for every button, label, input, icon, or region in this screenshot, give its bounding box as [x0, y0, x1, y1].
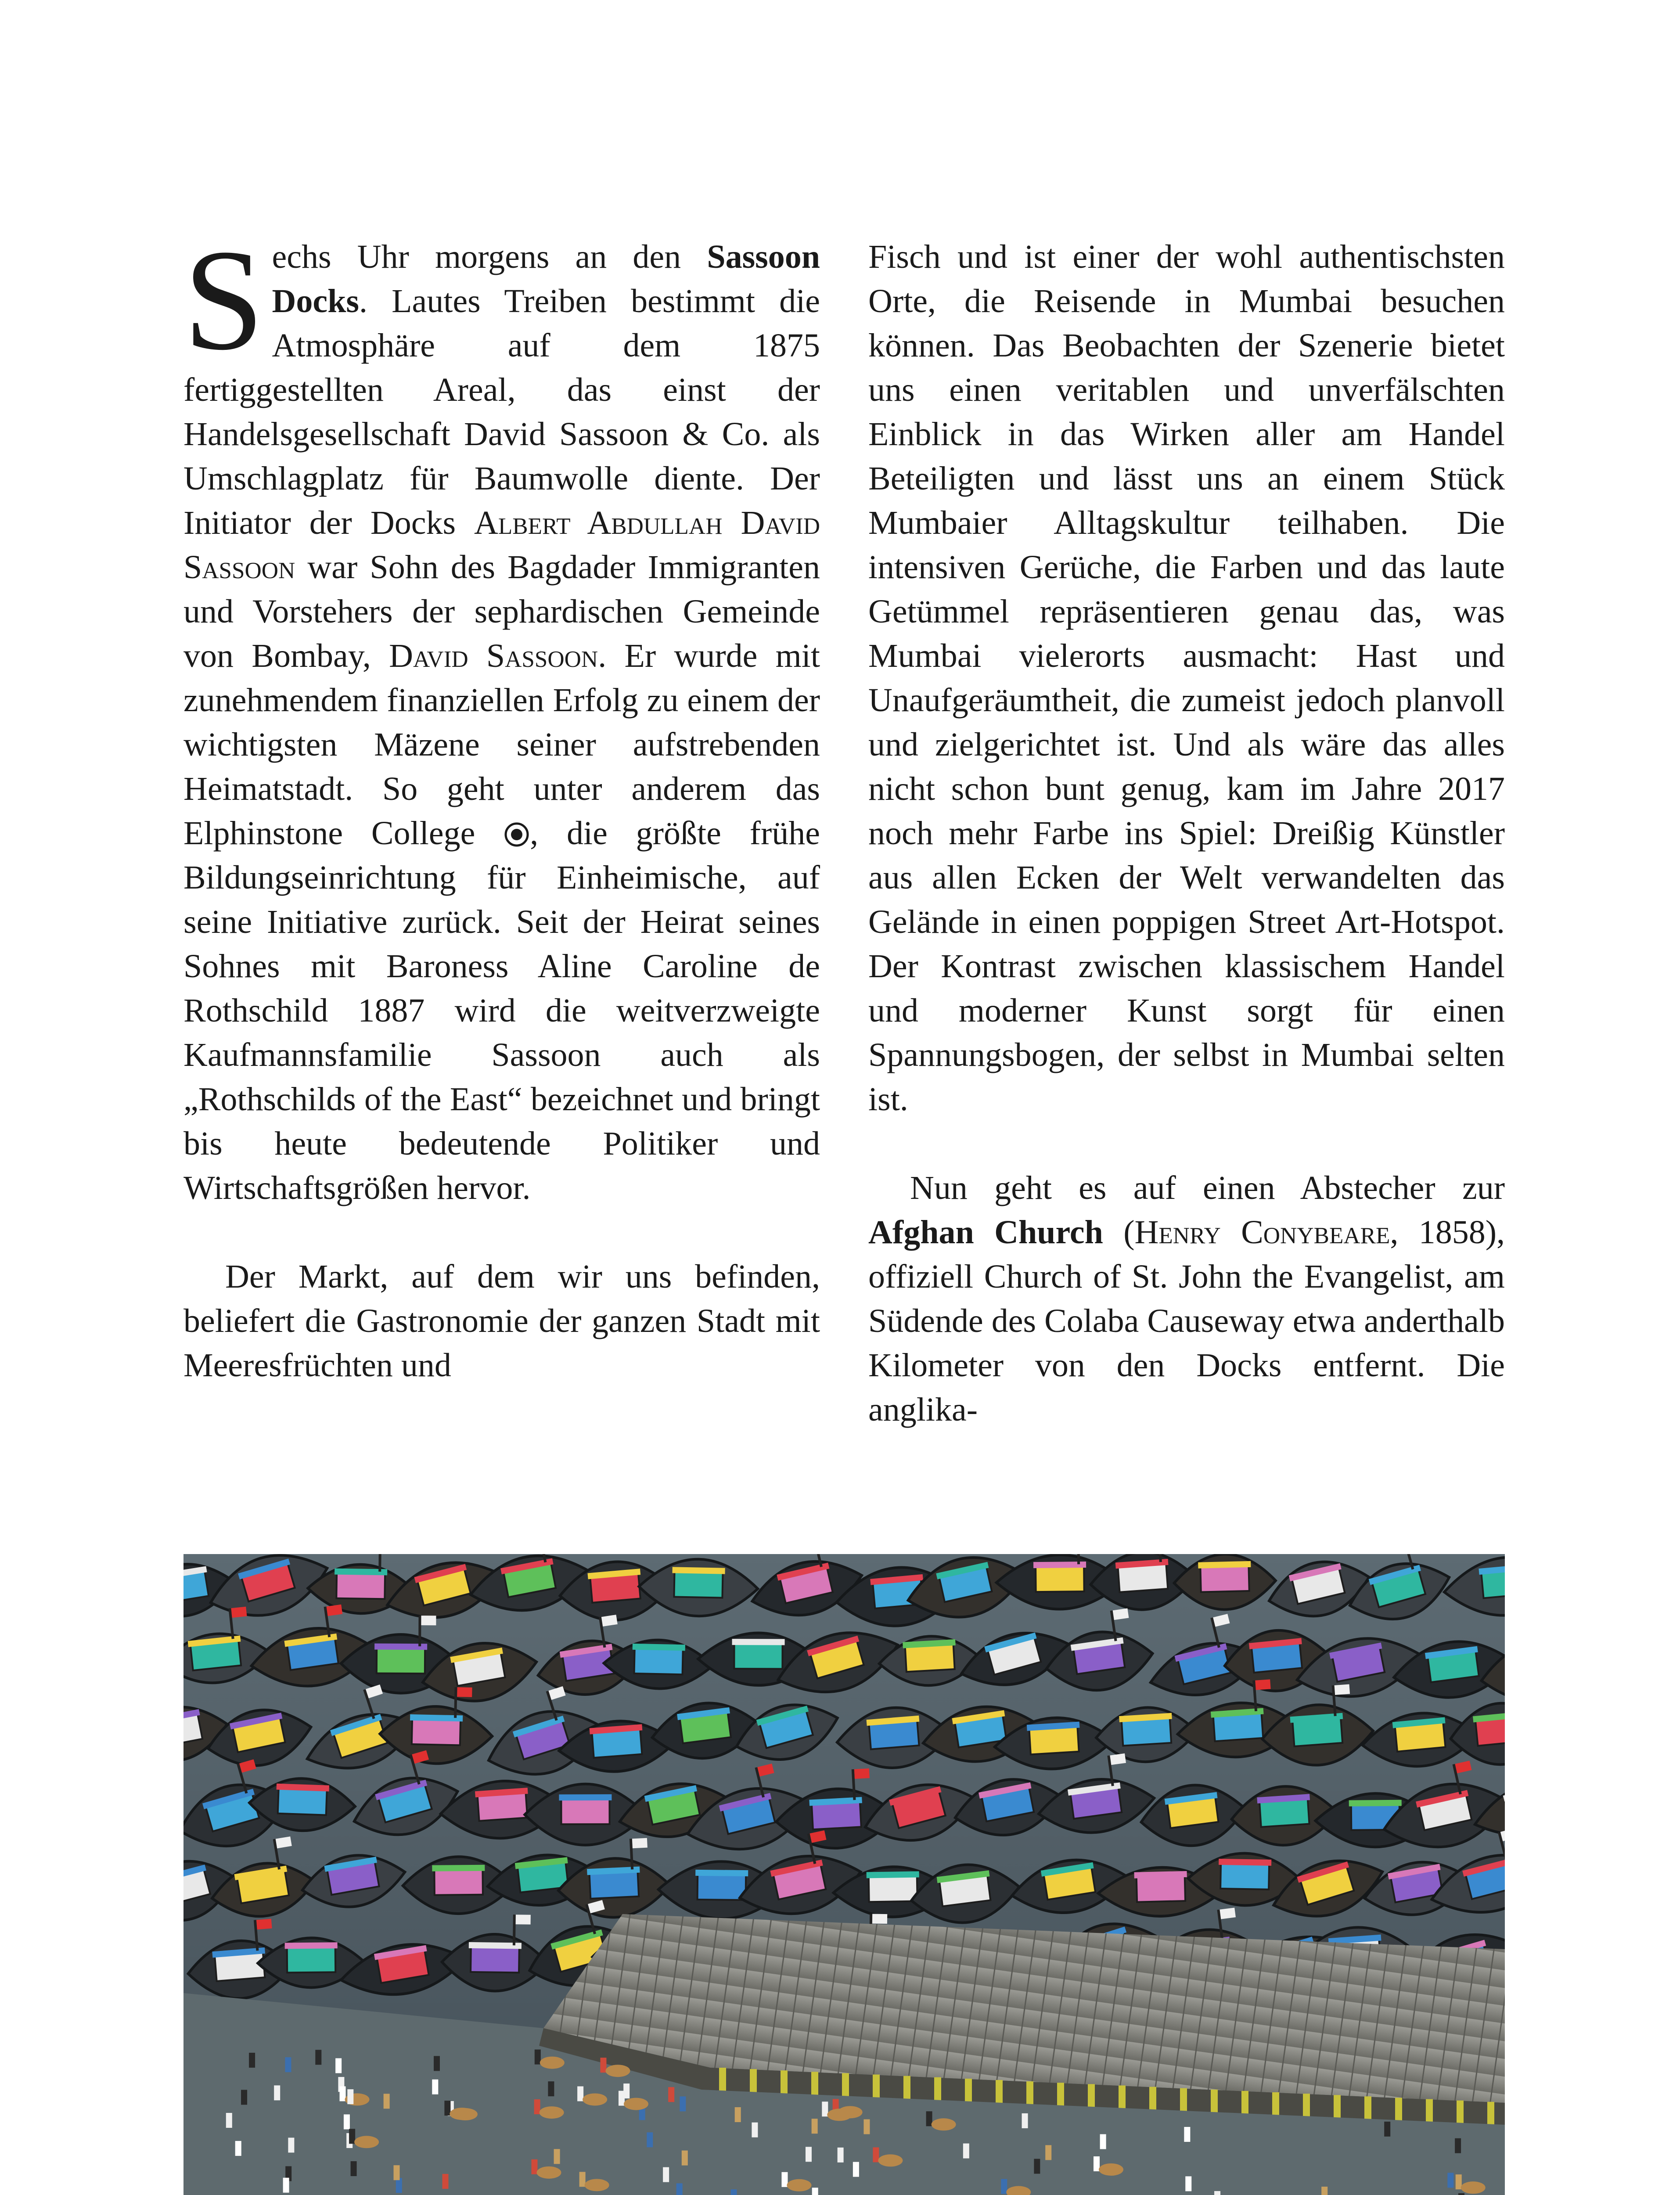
paragraph-market: Der Markt, auf dem wir uns befinden, beliefert die Gastronomie der ganzen Stadt mit Meeresfrüchten und	[183, 1258, 820, 1384]
person-figure	[577, 2086, 583, 2101]
person-figure	[600, 2058, 606, 2073]
fish-basket	[536, 2166, 561, 2179]
fish-basket	[605, 2065, 630, 2077]
left-text-column	[183, 220, 820, 1388]
location-marker-icon	[504, 815, 530, 841]
person-figure	[531, 2159, 537, 2174]
person-figure	[668, 2087, 674, 2102]
person-figure	[288, 2137, 294, 2152]
person-figure	[853, 2162, 859, 2177]
person-figure	[963, 2144, 969, 2159]
person-figure	[579, 2172, 586, 2187]
person-figure	[619, 2091, 625, 2106]
person-figure	[1185, 2176, 1191, 2191]
person-figure	[235, 2141, 241, 2156]
person-figure	[283, 2178, 289, 2193]
person-figure	[812, 2119, 818, 2134]
person-figure	[1214, 2191, 1220, 2195]
drop-cap: S	[183, 220, 264, 380]
person-figure	[863, 2119, 870, 2134]
right-text-column	[868, 235, 1505, 1432]
paragraph-sassoon-docks: Sechs Uhr morgens an den Sassoon Docks. Lautes Treiben bestimmt die Atmosphäre auf dem 1875 fertiggestellten Areal, das einst der Handelsgesellschaft David Sassoon & Co. als Umschlagplatz für Baumwolle diente. Der Initiator der Docks Albert Abdullah David Sassoon war Sohn des Bagdader Immigranten und Vorstehers der sephardischen Gemeinde von Bombay, David Sassoon. Er wurde mit zunehmendem finanziellen Erfolg zu einem der wichtigsten Mäzene seiner aufstrebenden Heimatstadt. So geht unter anderem das Elphinstone College , die größte frühe Bildungseinrichtung für Einheimische, auf seine Initiative zurück. Seit der Heirat seines Sohnes mit Baroness Aline Caroline de Rothschild 1887 wird die weitverzweigte Kaufmannsfamilie Sassoon auch als „Rothschilds of the East“ bezeichnet und bringt bis heute bedeutende Politiker und Wirtschaftsgrößen hervor.	[183, 220, 820, 1206]
person-figure	[663, 2167, 669, 2182]
person-albert-sassoon: Albert Abdullah David Sassoon	[183, 504, 820, 586]
fish-basket	[540, 2106, 564, 2119]
person-figure	[1094, 2156, 1100, 2171]
person-figure	[647, 2132, 653, 2147]
person-figure	[434, 2056, 440, 2071]
person-figure	[812, 2188, 818, 2195]
person-figure	[1184, 2127, 1190, 2142]
person-figure	[735, 2107, 741, 2122]
fish-basket	[354, 2136, 379, 2148]
person-figure	[432, 2080, 438, 2094]
person-figure	[347, 2089, 353, 2104]
person-figure	[1001, 2179, 1007, 2194]
person-figure	[1321, 2187, 1327, 2195]
person-figure	[838, 2148, 844, 2163]
person-figure	[926, 2111, 932, 2126]
person-david-sassoon: David Sassoon	[389, 637, 598, 674]
person-figure	[752, 2123, 758, 2137]
person-figure	[680, 2096, 686, 2111]
person-figure	[554, 2149, 560, 2164]
person-figure	[730, 2189, 737, 2195]
fish-basket	[624, 2098, 648, 2110]
person-figure	[1455, 2138, 1461, 2153]
person-figure	[249, 2053, 255, 2068]
person-figure	[442, 2174, 449, 2189]
person-figure	[535, 2050, 541, 2065]
person-figure	[335, 2058, 342, 2073]
person-figure	[1384, 2122, 1390, 2137]
person-figure	[676, 2183, 683, 2195]
person-figure	[340, 2086, 346, 2101]
fish-basket	[450, 2108, 474, 2120]
fish-basket	[827, 2109, 852, 2121]
fish-basket	[585, 2179, 609, 2191]
person-figure	[548, 2081, 554, 2096]
person-figure	[682, 2151, 688, 2166]
person-figure	[781, 2172, 788, 2187]
person-figure	[226, 2113, 232, 2128]
fish-basket	[932, 2118, 956, 2130]
person-figure	[1447, 2173, 1453, 2188]
term-afghan-church: Afghan Church	[868, 1214, 1103, 1251]
person-figure	[349, 2129, 355, 2144]
person-figure	[1458, 2193, 1464, 2195]
fish-basket	[878, 2154, 903, 2166]
person-figure	[1045, 2145, 1051, 2160]
person-figure	[274, 2085, 280, 2100]
fish-basket	[540, 2057, 565, 2069]
sassoon-docks-photo	[183, 1554, 1505, 2195]
person-figure	[351, 2161, 357, 2176]
fish-basket	[1099, 2163, 1123, 2176]
person-figure	[394, 2165, 400, 2180]
person-figure	[344, 2114, 350, 2129]
person-figure	[241, 2090, 247, 2105]
person-figure	[315, 2050, 321, 2065]
person-figure	[1100, 2134, 1106, 2149]
person-henry-conybeare: Henry Conybeare	[1134, 1214, 1390, 1251]
person-figure	[822, 2101, 828, 2116]
person-figure	[873, 2147, 879, 2162]
person-figure	[1034, 2159, 1040, 2174]
person-figure	[1022, 2113, 1028, 2128]
person-figure	[396, 2178, 402, 2193]
term-sassoon-docks: Sassoon Docks	[272, 238, 820, 320]
paragraph-afghan-church: Nun geht es auf einen Abstecher zur Afghan Church (Henry Conybeare, 1858), offiziell Church of St. John the Evangelist, am Südende des Colaba Causeway etwa anderthalb Kilometer von den Docks entfernt. Die anglika-	[868, 1169, 1505, 1428]
person-figure	[384, 2094, 390, 2109]
paragraph-fish-market: Fisch und ist einer der wohl authentischsten Orte, die Reisende in Mumbai besuchen können. Das Beobachten der Szenerie bietet uns einen veritablen und unverfälschten Einblick in das Wirken aller am Handel Beteiligten und lässt uns an einem Stück Mumbaier Alltagskultur teilhaben. Die intensiven Gerüche, die Farben und das laute Getümmel repräsentieren genau das, was Mumbai vielerorts ausmacht: Hast und Unaufgeräumtheit, die zumeist jedoch planvoll und zielgerichtet ist. Und als wäre das alles nicht schon bunt genug, kam im Jahre 2017 noch mehr Farbe ins Spiel: Dreißig Künstler aus allen Ecken der Welt verwandelten das Gelände in einen poppigen Street Art-Hotspot. Der Kontrast zwischen klassischem Handel und moderner Kunst sorgt für einen Spannungsbogen, der selbst in Mumbai selten ist.	[868, 238, 1505, 1118]
person-figure	[285, 2057, 291, 2072]
person-figure	[806, 2147, 812, 2162]
fish-basket	[583, 2093, 607, 2105]
person-figure	[534, 2099, 540, 2114]
fish-basket	[1461, 2181, 1486, 2194]
person-figure	[1456, 2174, 1462, 2189]
person-figure	[444, 2101, 450, 2116]
fish-basket	[787, 2179, 811, 2191]
